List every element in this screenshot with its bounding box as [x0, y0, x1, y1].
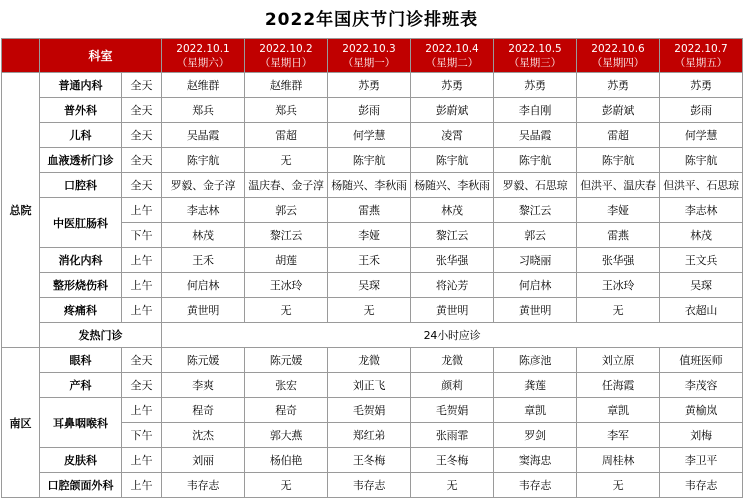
doctor-cell: 彭蔚斌	[411, 98, 494, 123]
date-header	[494, 39, 577, 73]
department-name: 皮肤科	[40, 448, 122, 473]
department-name: 中医肛肠科	[40, 198, 122, 248]
doctor-cell: 雷超	[245, 123, 328, 148]
doctor-cell: 陈宇航	[577, 148, 660, 173]
doctor-cell: 黄世明	[411, 298, 494, 323]
time-slot: 全天	[122, 73, 162, 98]
doctor-cell: 雷超	[577, 123, 660, 148]
time-slot: 下午	[122, 223, 162, 248]
doctor-cell: 林茂	[411, 198, 494, 223]
doctor-cell: 龙微	[411, 348, 494, 373]
time-slot: 全天	[122, 348, 162, 373]
doctor-cell: 李自刚	[494, 98, 577, 123]
header-date: 2022.10.2	[259, 42, 313, 55]
doctor-cell: 李军	[577, 423, 660, 448]
doctor-cell: 杨随兴、李秋雨	[328, 173, 411, 198]
doctor-cell: 章凯	[577, 398, 660, 423]
doctor-cell: 无	[577, 298, 660, 323]
doctor-cell: 毛贺娟	[411, 398, 494, 423]
doctor-cell: 苏勇	[494, 73, 577, 98]
table-row	[2, 348, 743, 373]
doctor-cell: 王冬梅	[411, 448, 494, 473]
doctor-cell: 陈宇航	[660, 148, 743, 173]
date-header	[245, 39, 328, 73]
doctor-cell: 无	[245, 473, 328, 498]
doctor-cell: 程奇	[162, 398, 245, 423]
doctor-cell: 吴晶霞	[162, 123, 245, 148]
department-name: 血液透析门诊	[40, 148, 122, 173]
department-name: 耳鼻咽喉科	[40, 398, 122, 448]
campus-label: 南区	[2, 348, 40, 498]
doctor-cell: 林茂	[660, 223, 743, 248]
doctor-cell: 黎江云	[411, 223, 494, 248]
doctor-cell: 李志林	[660, 198, 743, 223]
doctor-cell: 毛贺娟	[328, 398, 411, 423]
doctor-cell: 赵维群	[162, 73, 245, 98]
time-slot: 全天	[122, 98, 162, 123]
schedule-body	[2, 73, 743, 498]
doctor-cell: 郑兵	[162, 98, 245, 123]
campus-label: 总院	[2, 73, 40, 348]
doctor-cell: 雷燕	[577, 223, 660, 248]
doctor-cell: 郑兵	[245, 98, 328, 123]
doctor-cell: 刘梅	[660, 423, 743, 448]
doctor-cell: 郭云	[494, 223, 577, 248]
doctor-cell: 杨伯艳	[245, 448, 328, 473]
doctor-cell: 程奇	[245, 398, 328, 423]
header-weekday: （星期三）	[508, 56, 562, 69]
doctor-cell: 衣超山	[660, 298, 743, 323]
department-name: 消化内科	[40, 248, 122, 273]
doctor-cell: 王冰玲	[245, 273, 328, 298]
doctor-cell: 陈宇航	[494, 148, 577, 173]
doctor-cell: 罗剑	[494, 423, 577, 448]
date-header	[660, 39, 743, 73]
department-name: 口腔科	[40, 173, 122, 198]
department-name: 眼科	[40, 348, 122, 373]
table-row	[2, 473, 743, 498]
department-name: 普外科	[40, 98, 122, 123]
doctor-cell: 陈宇航	[328, 148, 411, 173]
table-row	[2, 148, 743, 173]
table-row	[2, 398, 743, 423]
merged-note: 24小时应诊	[162, 323, 743, 348]
header-weekday: （星期四）	[591, 56, 645, 69]
doctor-cell: 张雨霏	[411, 423, 494, 448]
doctor-cell: 但洪平、石思琼	[660, 173, 743, 198]
doctor-cell: 韦存志	[162, 473, 245, 498]
time-slot: 上午	[122, 298, 162, 323]
department-header: 科室	[40, 39, 162, 73]
header-date: 2022.10.6	[591, 42, 645, 55]
doctor-cell: 颜莉	[411, 373, 494, 398]
doctor-cell: 吴琛	[660, 273, 743, 298]
doctor-cell: 彭雨	[328, 98, 411, 123]
header-weekday: （星期五）	[674, 56, 728, 69]
doctor-cell: 陈宇航	[411, 148, 494, 173]
doctor-cell: 王冬梅	[328, 448, 411, 473]
doctor-cell: 李娅	[577, 198, 660, 223]
department-name: 疼痛科	[40, 298, 122, 323]
doctor-cell: 李志林	[162, 198, 245, 223]
doctor-cell: 章凯	[494, 398, 577, 423]
doctor-cell: 无	[577, 473, 660, 498]
doctor-cell: 黎江云	[245, 223, 328, 248]
table-row	[2, 323, 743, 348]
department-name: 发热门诊	[40, 323, 162, 348]
doctor-cell: 黄世明	[162, 298, 245, 323]
time-slot: 上午	[122, 248, 162, 273]
table-row	[2, 198, 743, 223]
schedule-table	[1, 38, 743, 498]
doctor-cell: 李卫平	[660, 448, 743, 473]
time-slot: 下午	[122, 423, 162, 448]
department-name: 儿科	[40, 123, 122, 148]
doctor-cell: 韦存志	[328, 473, 411, 498]
doctor-cell: 刘立原	[577, 348, 660, 373]
header-weekday: （星期一）	[342, 56, 396, 69]
table-row	[2, 123, 743, 148]
header-date: 2022.10.1	[176, 42, 230, 55]
doctor-cell: 罗毅、石思琼	[494, 173, 577, 198]
table-row	[2, 73, 743, 98]
header-weekday: （星期六）	[176, 56, 230, 69]
doctor-cell: 王文兵	[660, 248, 743, 273]
doctor-cell: 雷燕	[328, 198, 411, 223]
doctor-cell: 但洪平、温庆春	[577, 173, 660, 198]
page-title: 2022年国庆节门诊排班表	[264, 10, 479, 30]
doctor-cell: 苏勇	[577, 73, 660, 98]
header-corner	[2, 39, 40, 73]
doctor-cell: 何学慧	[328, 123, 411, 148]
time-slot: 全天	[122, 373, 162, 398]
doctor-cell: 林茂	[162, 223, 245, 248]
time-slot: 上午	[122, 448, 162, 473]
doctor-cell: 无	[411, 473, 494, 498]
doctor-cell: 杨随兴、李秋雨	[411, 173, 494, 198]
doctor-cell: 陈元媛	[162, 348, 245, 373]
header-weekday: （星期日）	[259, 56, 313, 69]
doctor-cell: 苏勇	[328, 73, 411, 98]
doctor-cell: 无	[245, 298, 328, 323]
doctor-cell: 沈杰	[162, 423, 245, 448]
doctor-cell: 韦存志	[494, 473, 577, 498]
doctor-cell: 将沁芳	[411, 273, 494, 298]
doctor-cell: 郭大燕	[245, 423, 328, 448]
department-name: 口腔颌面外科	[40, 473, 122, 498]
department-name: 普通内科	[40, 73, 122, 98]
date-header	[577, 39, 660, 73]
time-slot: 全天	[122, 148, 162, 173]
header-weekday: （星期二）	[425, 56, 479, 69]
doctor-cell: 龙微	[328, 348, 411, 373]
table-row	[2, 173, 743, 198]
table-row	[2, 373, 743, 398]
doctor-cell: 陈元媛	[245, 348, 328, 373]
doctor-cell: 任海霞	[577, 373, 660, 398]
doctor-cell: 韦存志	[660, 473, 743, 498]
doctor-cell: 郑红弟	[328, 423, 411, 448]
doctor-cell: 习晓丽	[494, 248, 577, 273]
doctor-cell: 龚莲	[494, 373, 577, 398]
doctor-cell: 王禾	[162, 248, 245, 273]
doctor-cell: 刘正飞	[328, 373, 411, 398]
doctor-cell: 张宏	[245, 373, 328, 398]
doctor-cell: 何启林	[162, 273, 245, 298]
table-row	[2, 98, 743, 123]
doctor-cell: 黄榆岚	[660, 398, 743, 423]
doctor-cell: 彭蔚斌	[577, 98, 660, 123]
time-slot: 上午	[122, 398, 162, 423]
doctor-cell: 温庆春、金子淳	[245, 173, 328, 198]
doctor-cell: 陈彦池	[494, 348, 577, 373]
doctor-cell: 王冰玲	[577, 273, 660, 298]
doctor-cell: 刘丽	[162, 448, 245, 473]
doctor-cell: 李茂容	[660, 373, 743, 398]
doctor-cell: 值班医师	[660, 348, 743, 373]
table-row	[2, 298, 743, 323]
doctor-cell: 窦海忠	[494, 448, 577, 473]
doctor-cell: 凌霄	[411, 123, 494, 148]
doctor-cell: 无	[245, 148, 328, 173]
doctor-cell: 陈宇航	[162, 148, 245, 173]
doctor-cell: 王禾	[328, 248, 411, 273]
doctor-cell: 苏勇	[660, 73, 743, 98]
date-header	[162, 39, 245, 73]
time-slot: 上午	[122, 198, 162, 223]
doctor-cell: 彭雨	[660, 98, 743, 123]
header-date: 2022.10.3	[342, 42, 396, 55]
doctor-cell: 无	[328, 298, 411, 323]
doctor-cell: 黄世明	[494, 298, 577, 323]
date-header	[411, 39, 494, 73]
doctor-cell: 李爽	[162, 373, 245, 398]
time-slot: 上午	[122, 273, 162, 298]
time-slot: 全天	[122, 173, 162, 198]
doctor-cell: 张华强	[577, 248, 660, 273]
department-name: 产科	[40, 373, 122, 398]
doctor-cell: 何启林	[494, 273, 577, 298]
doctor-cell: 赵维群	[245, 73, 328, 98]
time-slot: 全天	[122, 123, 162, 148]
doctor-cell: 胡莲	[245, 248, 328, 273]
doctor-cell: 黎江云	[494, 198, 577, 223]
doctor-cell: 李娅	[328, 223, 411, 248]
doctor-cell: 郭云	[245, 198, 328, 223]
table-row	[2, 273, 743, 298]
header-date: 2022.10.7	[674, 42, 728, 55]
header-row	[2, 39, 743, 73]
doctor-cell: 吴晶霞	[494, 123, 577, 148]
doctor-cell: 吴琛	[328, 273, 411, 298]
doctor-cell: 张华强	[411, 248, 494, 273]
time-slot: 上午	[122, 473, 162, 498]
header-date: 2022.10.4	[425, 42, 479, 55]
date-header	[328, 39, 411, 73]
table-row	[2, 448, 743, 473]
department-name: 整形烧伤科	[40, 273, 122, 298]
doctor-cell: 苏勇	[411, 73, 494, 98]
doctor-cell: 罗毅、金子淳	[162, 173, 245, 198]
doctor-cell: 何学慧	[660, 123, 743, 148]
doctor-cell: 周桂林	[577, 448, 660, 473]
table-row	[2, 248, 743, 273]
header-date: 2022.10.5	[508, 42, 562, 55]
